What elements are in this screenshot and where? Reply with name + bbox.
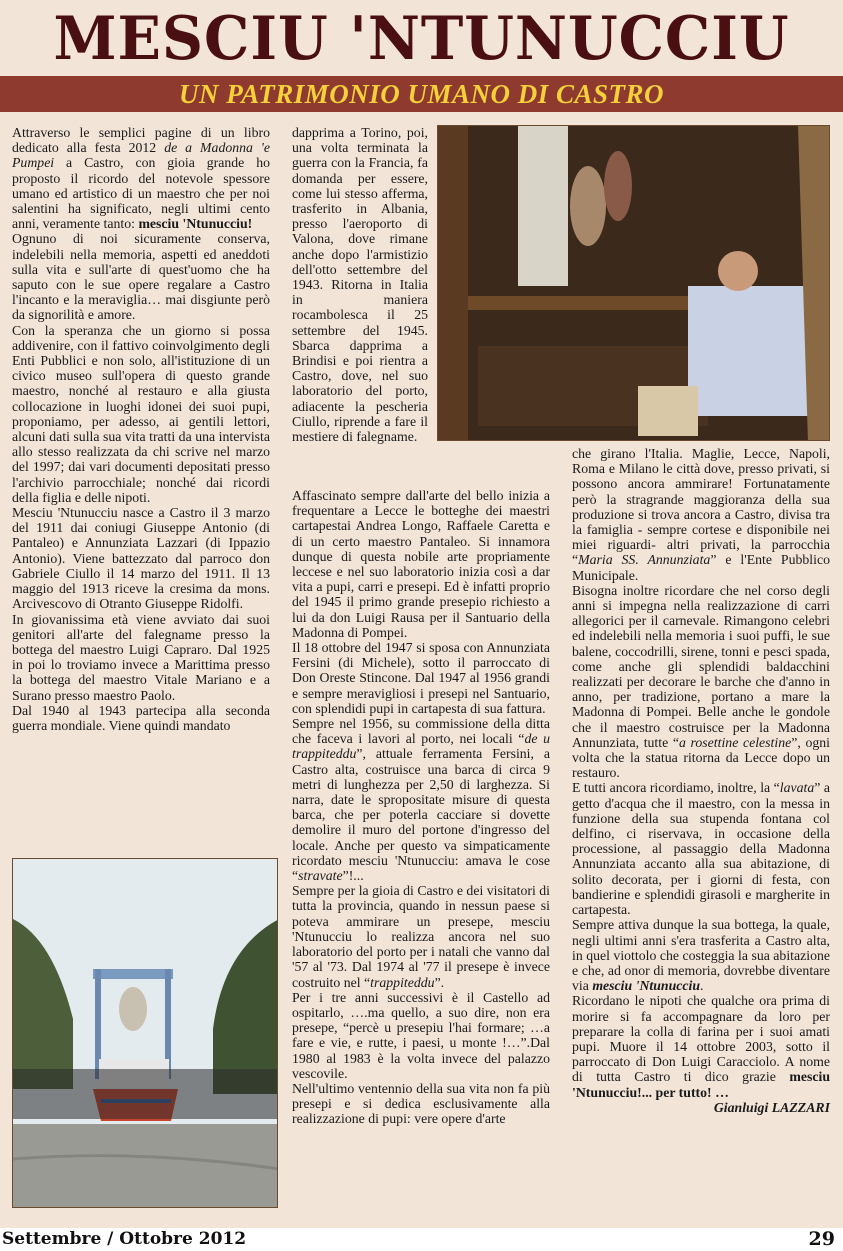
page-number: 29 [808,1228,835,1250]
paragraph: Attraverso le semplici pagine di un libro dedicato alla festa 2012 de a Madonna 'e Pumpei a Castro, con gioia grande ho proposto il ricordo del notevole spessore umano ed artistico di un maestro che per noi salentini ha significato, negli ultimi cento anni, veramente tanto: mesciu 'Ntunucciu! [12,125,270,232]
article-column-1 [12,125,270,733]
paragraph: Sempre per la gioia di Castro e dei visitatori di tutta la provincia, quando in nessun paese si poteva ammirare un presepe, mesciu 'Ntunucciu lo realizza ancora nel suo laboratorio del porto per i natali che vanno dal '57 al '73. Dal 1974 al '77 il presepe è invece costruito nel “trappiteddu”. [292,883,550,990]
paragraph: Dal 1940 al 1943 partecipa alla seconda guerra mondiale. Viene quindi mandato [12,702,270,733]
article-column-2 [292,488,550,1127]
paragraph: In giovanissima età viene avviato dai suoi genitori all'arte del falegname presso la bottega del maestro Luigi Capraro. Dal 1925 in poi lo troviamo invece a Marittima presso la bottega del maestro Vitale Mariano e a Surano presso maestro Paolo. [12,611,270,703]
issue-date: Settembre / Ottobre 2012 [2,1229,247,1249]
page-title: MESCIU 'NTUNUCCIU [53,4,790,74]
workshop-photo [437,125,830,441]
paragraph: Bisogna inoltre ricordare che nel corso degli anni si impegna nella realizzazione di carri allegorici per il carnevale. Rimangono celebri ed indelebili nella memoria i suoi puffi, le sue balene, coccodrilli, sirene, tonni e pesci spada, come anche gli splendidi baldacchini realizzati per decorare le barche che d'anno in anno, per tradizione, portano a mare la Madonna di Pompei. Belle anche le gondole che il maestro costruisce per la Madonna Annunziata, tutte “a rosettine celestine”, ogni volta che la statua ritorna da Lecce dopo un restauro. [572,582,830,781]
workshop-photo-image [438,126,830,441]
article-column-2-top [292,125,428,444]
author-signature: Gianluigi LAZZARI [713,1099,830,1115]
subtitle-banner: UN PATRIMONIO UMANO DI CASTRO [0,76,843,112]
paragraph: Per i tre anni successivi è il Castello ad ospitarlo, ….ma quello, a suo dire, non era presepe, “percè u presepiu l'hai formare; …a fare e vie, e rutte, i paesi, u monte !…”.Dal 1980 al 1983 è la volta invece del palazzo vescovile. [292,989,550,1081]
paragraph: Il 18 ottobre del 1947 si sposa con Annunziata Fersini (di Michele), sotto il parroccato di Don Oreste Stincone. Dal 1947 al 1956 grandi e sempre meravigliosi i presepi nel Santuario, con splendidi pupi in cartapesta di sua fattura. [292,640,550,716]
paragraph: Sempre attiva dunque la sua bottega, la quale, negli ultimi anni s'era trasferita a Castro alta, in quel viottolo che costeggia la sua abitazione e che, ad onor di memoria, dovrebbe diventare via mesciu 'Ntunucciu. [572,917,830,994]
article-column-3 [572,446,830,1115]
procession-photo [12,858,278,1208]
paragraph: Con la speranza che un giorno si possa addivenire, con il fattivo coinvolgimento degli Enti Pubblici e non solo, all'istituzione di un civico museo sull'opera di questo grande maestro, nonché al restauro e alla giusta collocazione in luoghi idonei dei suoi pupi, proponiamo, per adesso, ai gentili lettori, alcuni dati sulla sua vita tratti da una intervista allo stesso realizzata da chi scrive nel marzo del 1997; dai vari documenti depositati presso l'archivio parrocchiale; nonché dai ricordi della figlia e delle nipoti. [12,322,270,505]
paragraph: Ognuno di noi sicuramente conserva, indelebili nella memoria, aspetti ed aneddoti sulla vita e sull'arte di quest'uomo che ha saputo con le sue opere regalare a Castro l'incanto e la meraviglia… mai disgiunte però da signorilità e amore. [12,231,270,323]
paragraph: che girano l'Italia. Maglie, Lecce, Napoli, Roma e Milano le città dove, presso privati, si possono ancora ammirare! Fortunatamente però la stragrande maggioranza della sua produzione si trova ancora a Castro, divisa tra la famiglia - sempre cortese e disponibile nei miei riguardi- altri privati, la parrocchia “Maria SS. Annunziata” e l'Ente Pubblico Municipale. [572,446,830,583]
paragraph: E tutti ancora ricordiamo, inoltre, la “lavata” a getto d'acqua che il maestro, con la messa in funzione della sua stupenda fontana col delfino, ci riservava, in occasione della processione, al passaggio della Madonna Annunziata accanto alla sua abitazione, di solito decorata, per i giorni di festa, con bandierine e splendidi girasoli e margherite in cartapesta. [572,780,831,918]
paragraph: Mesciu 'Ntunucciu nasce a Castro il 3 marzo del 1911 dai coniugi Giuseppe Antonio (di Pantaleo) e Annunziata Lazzari (di Ippazio Antonio). Viene battezzato dal parroco don Gabriele Ciullo il 14 marzo del 1911. Il 13 maggio del 1913 riceve la cresima da mons. Arcivescovo di Otranto Giuseppe Ridolfi. [12,505,270,612]
paragraph: Ricordano le nipoti che qualche ora prima di morire si fa accompagnare da loro per preparare la colla di farina per i suoi amati pupi. Muore il 14 ottobre 2003, sotto il parroccato di Don Luigi Caracciolo. A nome di tutta Castro ti dico grazie mesciu 'Ntunucciu!... per tutto! … [572,993,830,1100]
paragraph: Nell'ultimo ventennio della sua vita non fa più presepi e si dedica esclusivamente alla realizzazione di pupi: vere opere d'arte [292,1080,550,1127]
paragraph: Affascinato sempre dall'arte del bello inizia a frequentare a Lecce le botteghe dei maestri cartapestai Andrea Longo, Raffaele Caretta e di un certo maestro Pantaleo. Si innamora dunque di questa nobile arte propriamente leccese e nel suo laboratorio inizia così a dar vita a pupi, carri e presepi. Ed è infatti proprio del 1945 il primo grande presepio richiesto a lui da don Luigi Rausa per il Santuario della Madonna di Pompei. [292,488,550,640]
procession-photo-image [13,859,278,1208]
paragraph: dapprima a Torino, poi, una volta terminata la guerra con la Francia, fa domanda per essere, come lui stesso afferma, trasferito in Albania, presso l'aeroporto di Valona, dove rimane anche dopo l'armistizio dell'otto settembre del 1943. Ritorna in Italia in maniera rocambolesca il 25 settembre del 1945. Sbarca dapprima a Brindisi e poi rientra a Castro, dove, nel suo laboratorio del porto, adiacente la pescheria Ciullo, riprende a fare il mestiere di falegname. [292,125,428,445]
paragraph: Sempre nel 1956, su commissione della ditta che faceva i lavori al porto, nei locali “de u trappiteddu”, attuale ferramenta Fersini, a Castro alta, costruisce una barca di circa 9 metri di lunghezza per 2,50 di larghezza. Si narra, date le spropositate misure di questa barca, che per poterla cacciare si dovette demolire il muro del portone d'ingresso del locale. Anche per questo va simpaticamente ricordato mesciu 'Ntunucciu: amava le cose “stravate”!... [292,716,550,884]
